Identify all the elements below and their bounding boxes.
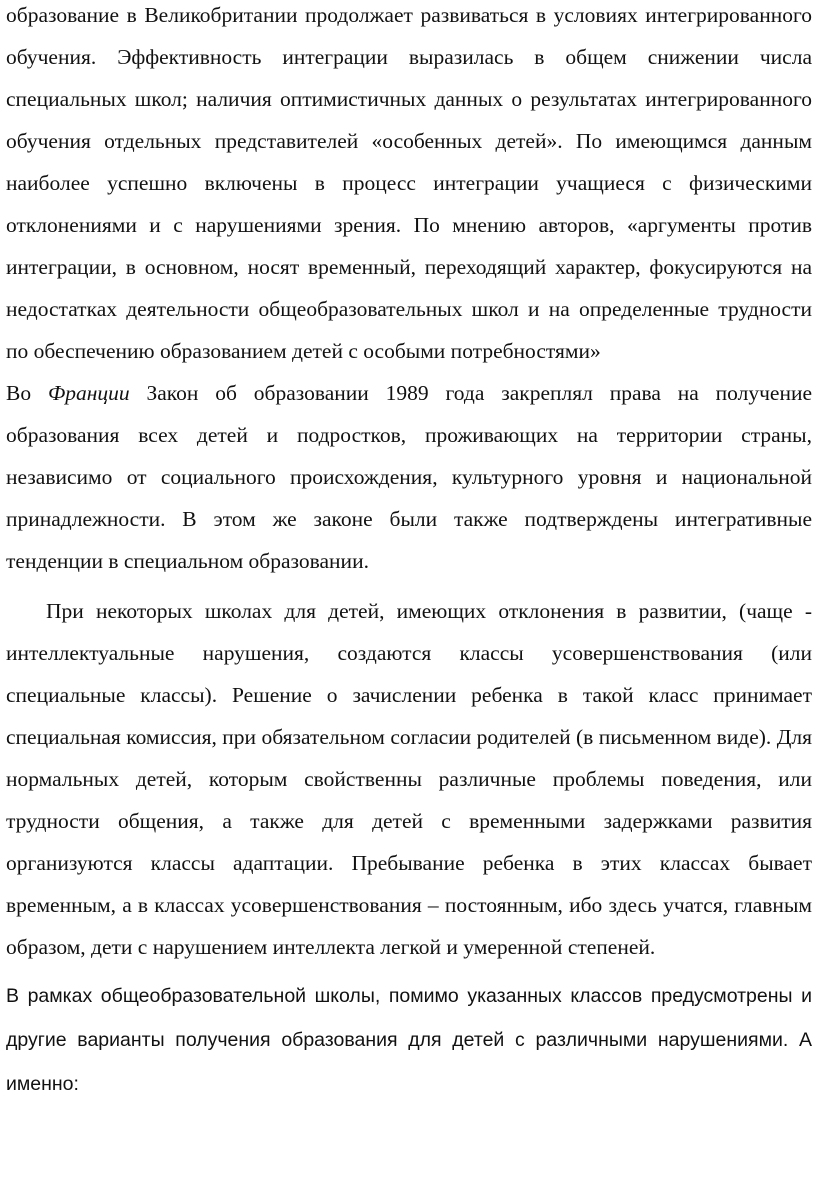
document-page xyxy=(6,0,812,1106)
paragraph-great-britain: образование в Великобритании продолжает развиваться в условиях интегрированного обучения. Эффективность интеграции выразилась в общем снижении числа специальных школ; наличия оптимистичных данных о результатах интегрированного обучения отдельных представителей «особенных детей». По имеющимся данным наиболее успешно включены в процесс интеграции учащиеся с физическими отклонениями и с нарушениями зрения. По мнению авторов, «аргументы против интеграции, в основном, носят временный, переходящий характер, фокусируются на недостатках деятельности общеобразовательных школ и на определенные трудности по обеспечению образованием детей с особыми потребностями» xyxy=(6,3,812,363)
country-name-france: Франции xyxy=(47,381,130,405)
paragraph-other-options: В рамках общеобразовательной школы, помимо указанных классов предусмотрены и другие варианты получения образования для детей с различными нарушениями. А именно: xyxy=(6,985,812,1095)
paragraph-france xyxy=(6,372,812,582)
paragraph-special-classes: При некоторых школах для детей, имеющих отклонения в развитии, (чаще - интеллектуальные нарушения, создаются классы усовершенствования (или специальные классы). Решение о зачислении ребенка в такой класс принимает специальная комиссия, при обязательном согласии родителей (в письменном виде). Для нормальных детей, которым свойственны различные проблемы поведения, или трудности общения, а также для детей с временными задержками развития организуются классы адаптации. Пребывание ребенка в этих классах бывает временным, а в классах усовершенствования – постоянным, ибо здесь учатся, главным образом, дети с нарушением интеллекта легкой и умеренной степеней. xyxy=(6,599,812,959)
paragraph-france-body: Закон об образовании 1989 года закреплял права на получение образования всех детей и подростков, проживающих на территории страны, независимо от социального происхождения, культурного уровня и национальной принадлежности. В этом же законе были также подтверждены интегративные тенденции в специальном образовании. xyxy=(6,381,813,573)
paragraph-france-lead: Во xyxy=(6,381,48,405)
